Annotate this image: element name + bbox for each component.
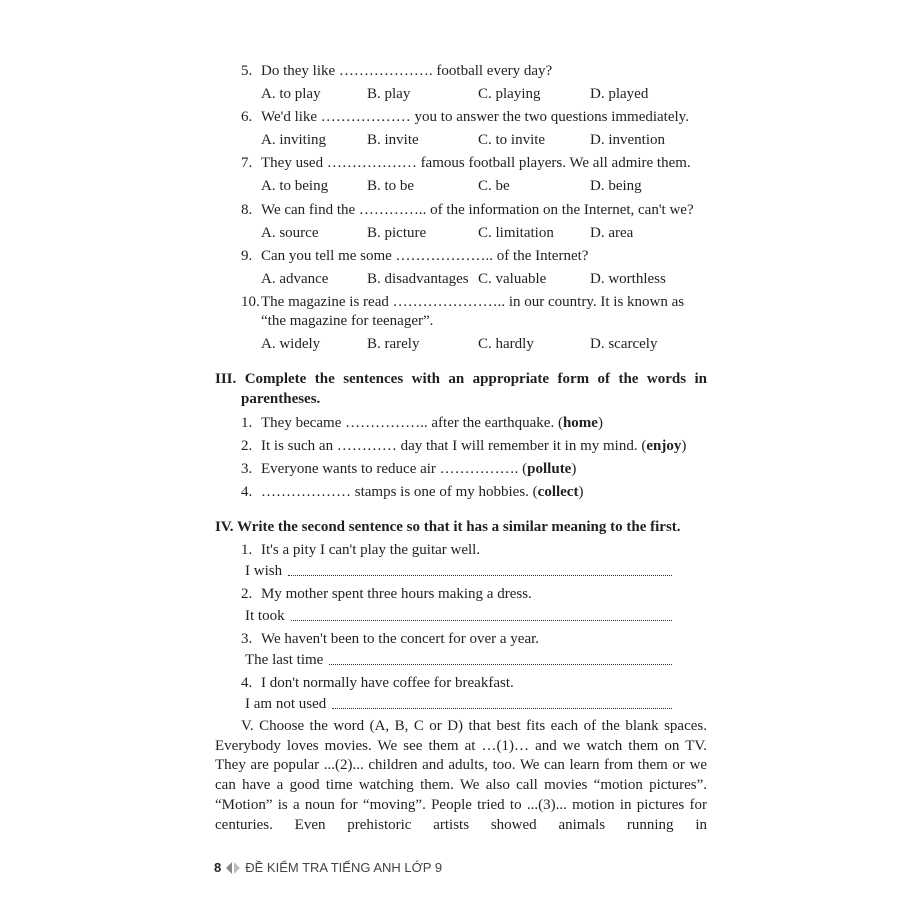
answer-option: A. advance <box>261 271 329 287</box>
answer-option: D. invention <box>590 132 665 148</box>
answer-option: D. area <box>590 225 634 241</box>
item-number: 2. <box>241 438 253 454</box>
original-sentence: My mother spent three hours making a dress. <box>261 586 532 602</box>
answer-option: C. valuable <box>478 271 547 287</box>
answer-option: C. be <box>478 178 510 194</box>
sentence <box>261 436 686 456</box>
page-footer <box>214 860 442 875</box>
root-word: pollute <box>527 461 572 477</box>
answer-option: C. limitation <box>478 225 554 241</box>
item-number: 1. <box>241 415 253 431</box>
question-text: The magazine is read ………………….. in our country. It is known as <box>261 294 685 310</box>
answer-option: B. rarely <box>367 336 420 352</box>
root-word: home <box>562 415 598 431</box>
answer-option: A. to being <box>261 178 329 194</box>
item-number: 1. <box>241 542 253 558</box>
sentence-text: Everyone wants to reduce air ……………. ( <box>261 461 528 477</box>
question-number: 9. <box>241 248 253 264</box>
item-number: 2. <box>241 586 253 602</box>
answer-option: D. worthless <box>590 271 666 287</box>
answer-option: A. widely <box>261 336 321 352</box>
root-word: enjoy <box>646 438 682 454</box>
answer-blank[interactable] <box>291 619 672 621</box>
answer-option: C. playing <box>478 86 541 102</box>
sentence <box>261 482 583 502</box>
rewrite-prompt: It took <box>245 608 285 624</box>
close-paren: ) <box>578 484 584 500</box>
answer-blank[interactable] <box>329 663 672 665</box>
answer-option: A. to play <box>261 86 321 102</box>
section-3-heading-cont: parentheses. <box>241 391 321 407</box>
question-text: We'd like ……………… you to answer the two questions immediately. <box>261 109 689 125</box>
answer-option: A. source <box>261 225 319 241</box>
close-paren: ) <box>571 461 577 477</box>
root-word: collect <box>537 484 579 500</box>
rewrite-line <box>245 606 672 626</box>
question-number: 5. <box>241 63 253 79</box>
diamond-arrows-icon <box>226 862 240 874</box>
question-text: Do they like ………………. football every day? <box>261 63 553 79</box>
section-3-heading: III. Complete the sentences with an appropriate form of the words in <box>215 371 707 387</box>
rewrite-line <box>245 561 672 581</box>
close-paren: ) <box>597 415 603 431</box>
answer-option: B. invite <box>367 132 419 148</box>
item-number: 4. <box>241 484 253 500</box>
question-text: “the magazine for teenager”. <box>261 313 434 329</box>
item-number: 4. <box>241 675 253 691</box>
question-number: 7. <box>241 155 253 171</box>
item-number: 3. <box>241 631 253 647</box>
answer-option: D. played <box>590 86 649 102</box>
close-paren: ) <box>681 438 687 454</box>
original-sentence: I don't normally have coffee for breakfast. <box>261 675 514 691</box>
sentence-text: ……………… stamps is one of my hobbies. ( <box>261 484 538 500</box>
question-text: They used ……………… famous football players. We all admire them. <box>261 155 691 171</box>
answer-option: D. being <box>590 178 642 194</box>
question-text: We can find the ………….. of the information on the Internet, can't we? <box>261 202 694 218</box>
question-text: Can you tell me some ……………….. of the Internet? <box>261 248 589 264</box>
sentence-text: They became …………….. after the earthquake. ( <box>261 415 563 431</box>
item-number: 3. <box>241 461 253 477</box>
answer-blank[interactable] <box>332 707 672 709</box>
section-5-paragraph: V. Choose the word (A, B, C or D) that best fits each of the blank spaces. Everybody loves movies. We see them at …(1)… and we watch them on TV. They are popular ...(2)... children and adults, too. We can learn from them or we can have a good time watching them. We also call movies “motion pictures”. “Motion” is a noun for “moving”. People tried to ...(3)... motion in pictures for centuries. Even prehistoric artists showed animals running in <box>215 718 707 833</box>
rewrite-prompt: The last time <box>245 652 324 668</box>
book-title: ĐỀ KIỂM TRA TIẾNG ANH LỚP 9 <box>245 860 443 875</box>
rewrite-line <box>245 650 672 670</box>
sentence-text: It is such an ………… day that I will remember it in my mind. ( <box>261 438 647 454</box>
question-number: 6. <box>241 109 253 125</box>
answer-option: C. hardly <box>478 336 534 352</box>
page-number: 8 <box>214 860 222 875</box>
rewrite-prompt: I am not used <box>245 696 327 712</box>
answer-blank[interactable] <box>288 574 672 576</box>
original-sentence: We haven't been to the concert for over a year. <box>261 631 540 647</box>
question-number: 10. <box>241 294 260 310</box>
question-number: 8. <box>241 202 253 218</box>
answer-option: B. disadvantages <box>367 271 469 287</box>
answer-option: B. picture <box>367 225 427 241</box>
answer-option: B. play <box>367 86 411 102</box>
answer-option: C. to invite <box>478 132 546 148</box>
rewrite-prompt: I wish <box>245 563 283 579</box>
original-sentence: It's a pity I can't play the guitar well. <box>261 542 481 558</box>
rewrite-line <box>245 694 672 714</box>
answer-option: A. inviting <box>261 132 327 148</box>
sentence <box>261 413 603 433</box>
answer-option: B. to be <box>367 178 415 194</box>
section-4-heading: IV. Write the second sentence so that it has a similar meaning to the first. <box>215 519 681 535</box>
answer-option: D. scarcely <box>590 336 658 352</box>
sentence <box>261 459 576 479</box>
